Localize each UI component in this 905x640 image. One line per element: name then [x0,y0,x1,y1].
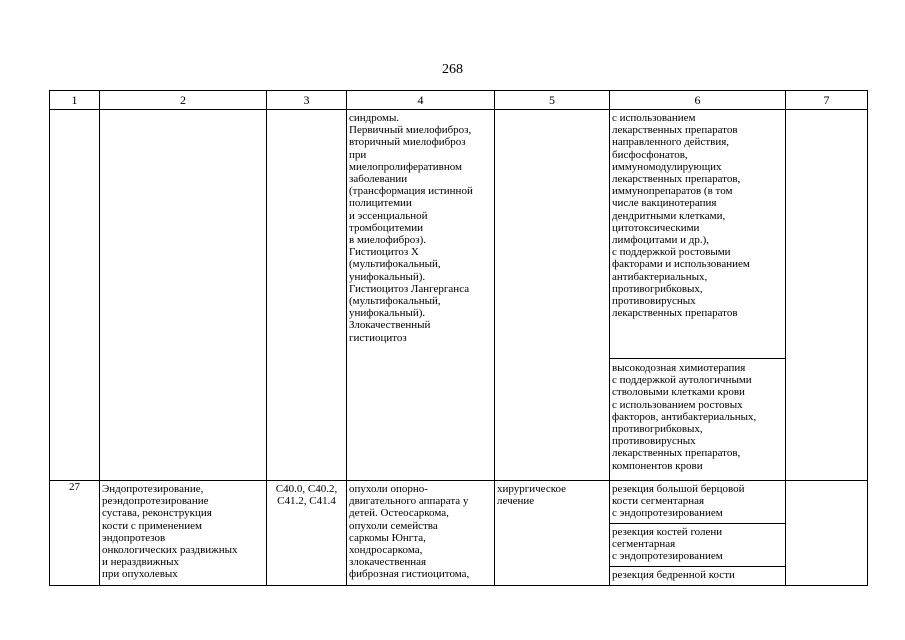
method-cell [610,481,786,524]
method-cell [610,359,786,481]
treatment-type-cell [495,110,610,481]
treatment-type-text: хирургическое лечение [497,483,567,508]
icd-codes-text: C40.0, C40.2, C41.2, C41.4 [275,483,338,508]
method-text: с использованием лекарственных препаратов направленного действия, бисфосфонатов, иммуномодулирующих лекарственных препаратов, иммунопрепаратов (в том числе вакцинотерапия дендритными клетками, цитотоксическими лимфоцитами и др.), с поддержкой ростовыми факторами и использованием антибактериальных, противогрибковых, противовирусных лекарственных препаратов [612,112,750,320]
page-number: 268 [442,62,463,77]
diagnosis-text: синдромы. Первичный миелофиброз, вторичный миелофиброз при миелопролиферативном заболевании (трансформация истинной полицитемии и эссенциальной тромбоцитемии в миелофиброз). Гистиоцитоз X (мультифокальный, унифокальный). Гистиоцитоз Лангерганса (мультифокальный, унифокальный). Злокачественный гистиоцитоз [349,112,473,344]
procedure-cell [100,481,267,586]
method-cell [610,524,786,567]
table-row [50,481,868,524]
method-text: резекция бедренной кости [612,569,735,581]
table-header-row [50,91,868,110]
norm-cell [786,481,868,586]
row-number: 27 [69,481,80,493]
method-cell [610,110,786,359]
column-header: 1 [50,91,100,110]
procedure-text: Эндопротезирование, реэндопротезирование сустава, реконструкция кости с применением эндопротезов онкологических раздвижных и нераздвижных при опухолевых [102,483,238,581]
procedures-table [49,90,868,586]
method-text: высокодозная химиотерапия с поддержкой аутологичными стволовыми клетками крови с использованием ростовых факторов, антибактериальных, противогрибковых, противовирусных лекарственных препаратов, компонентов крови [612,362,757,472]
row-number-cell [50,110,100,481]
diagnosis-cell [347,110,495,481]
table-row [50,110,868,359]
procedure-cell [100,110,267,481]
icd-codes-cell [267,481,347,586]
column-header: 4 [347,91,495,110]
treatment-type-cell [495,481,610,586]
icd-codes-cell [267,110,347,481]
column-header: 6 [610,91,786,110]
norm-cell [786,110,868,481]
method-cell [610,567,786,586]
row-number-cell [50,481,100,586]
column-header: 2 [100,91,267,110]
diagnosis-cell [347,481,495,586]
method-text: резекция большой берцовой кости сегментарная с эндопротезированием [612,483,745,520]
method-text: резекция костей голени сегментарная с эндопротезированием [612,526,723,563]
column-header: 5 [495,91,610,110]
column-header: 7 [786,91,868,110]
column-header: 3 [267,91,347,110]
diagnosis-text: опухоли опорно- двигательного аппарата у детей. Остеосаркома, опухоли семейства саркомы Юнгта, хондросаркома, злокачественная фиброзная гистиоцитома, [349,483,470,581]
